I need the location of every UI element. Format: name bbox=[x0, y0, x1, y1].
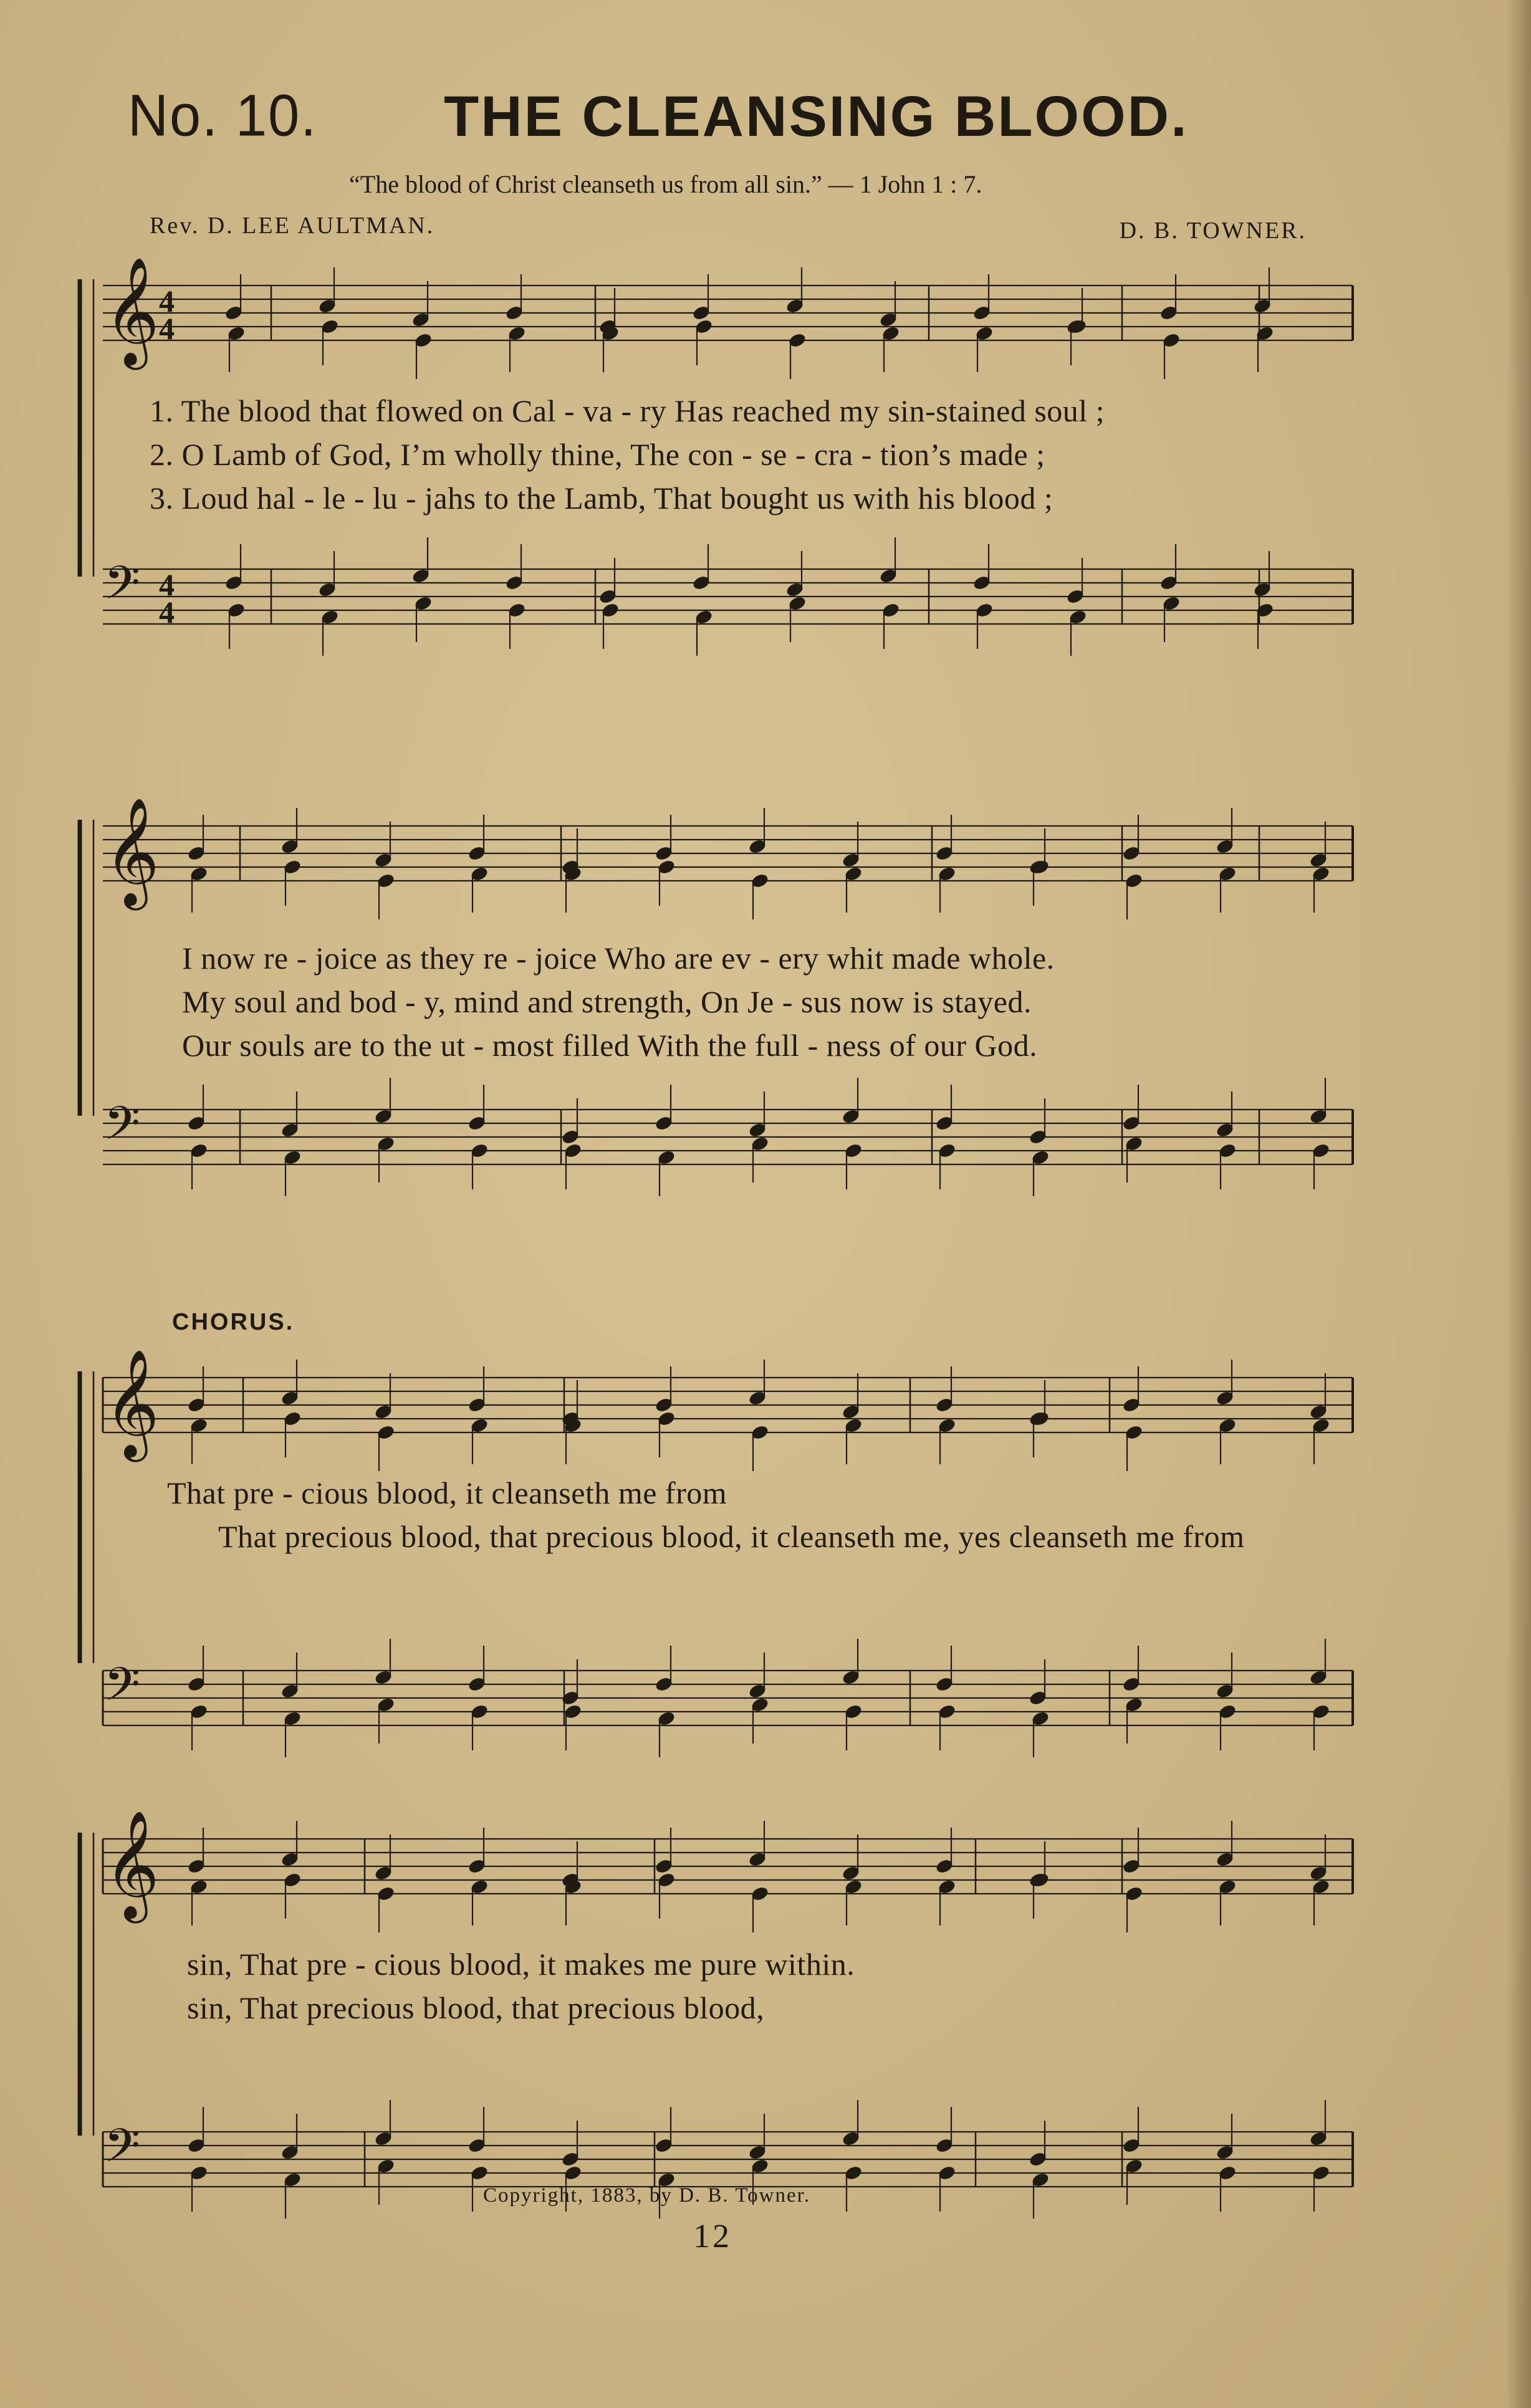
verse-line: Our souls are to the ut - most filled With the full - ness of our God. bbox=[182, 1028, 1038, 1063]
chorus-line: That pre - cious blood, it cleanseth me from bbox=[167, 1475, 727, 1510]
verse-line: 1. The blood that flowed on Cal - va - ry Has reached my sin-stained soul ; bbox=[150, 393, 1105, 428]
lyricist-credit: Rev. D. LEE AULTMAN. bbox=[150, 213, 435, 239]
chorus-label: CHORUS. bbox=[172, 1309, 295, 1335]
time-signature-top: 4 bbox=[159, 284, 175, 319]
bass-clef-icon: 𝄢 bbox=[104, 2121, 140, 2183]
hymn-title: THE CLEANSING BLOOD. bbox=[444, 85, 1189, 148]
time-signature-bottom: 4 bbox=[159, 311, 175, 346]
verse-line: My soul and bod - y, mind and strength, On Je - sus now is stayed. bbox=[182, 984, 1032, 1019]
bass-clef-icon: 𝄢 bbox=[104, 559, 140, 620]
verse-line: I now re - joice as they re - joice Who are ev - ery whit made whole. bbox=[182, 941, 1055, 976]
verse-line: 3. Loud hal - le - lu - jahs to the Lamb, That bought us with his blood ; bbox=[150, 481, 1053, 516]
chorus-line: sin, That pre - cious blood, it makes me pure within. bbox=[187, 1947, 855, 1982]
time-signature-bottom: 4 bbox=[159, 595, 175, 630]
scripture-reference: “The blood of Christ cleanseth us from all sin.” — 1 John 1 : 7. bbox=[349, 170, 982, 198]
time-signature-top: 4 bbox=[159, 567, 175, 602]
bass-clef-icon: 𝄢 bbox=[104, 1660, 140, 1722]
treble-clef-icon: 𝄞 bbox=[104, 1813, 160, 1917]
composer-credit: D. B. TOWNER. bbox=[1119, 218, 1307, 244]
page-number: 12 bbox=[693, 2217, 732, 2255]
treble-clef-icon: 𝄞 bbox=[104, 260, 160, 363]
copyright-notice: Copyright, 1883, by D. B. Towner. bbox=[483, 2184, 811, 2207]
hymn-number: No. 10. bbox=[128, 83, 318, 149]
treble-clef-icon: 𝄞 bbox=[104, 1352, 160, 1456]
bass-clef-icon: 𝄢 bbox=[104, 1099, 140, 1161]
treble-clef-icon: 𝄞 bbox=[104, 800, 160, 904]
verse-line: 2. O Lamb of God, I’m wholly thine, The con - se - cra - tion’s made ; bbox=[150, 437, 1045, 472]
chorus-line: That precious blood, that precious blood, it cleanseth me, yes cleanseth me from bbox=[218, 1519, 1245, 1554]
chorus-line: sin, That precious blood, that precious blood, bbox=[187, 1990, 765, 2025]
